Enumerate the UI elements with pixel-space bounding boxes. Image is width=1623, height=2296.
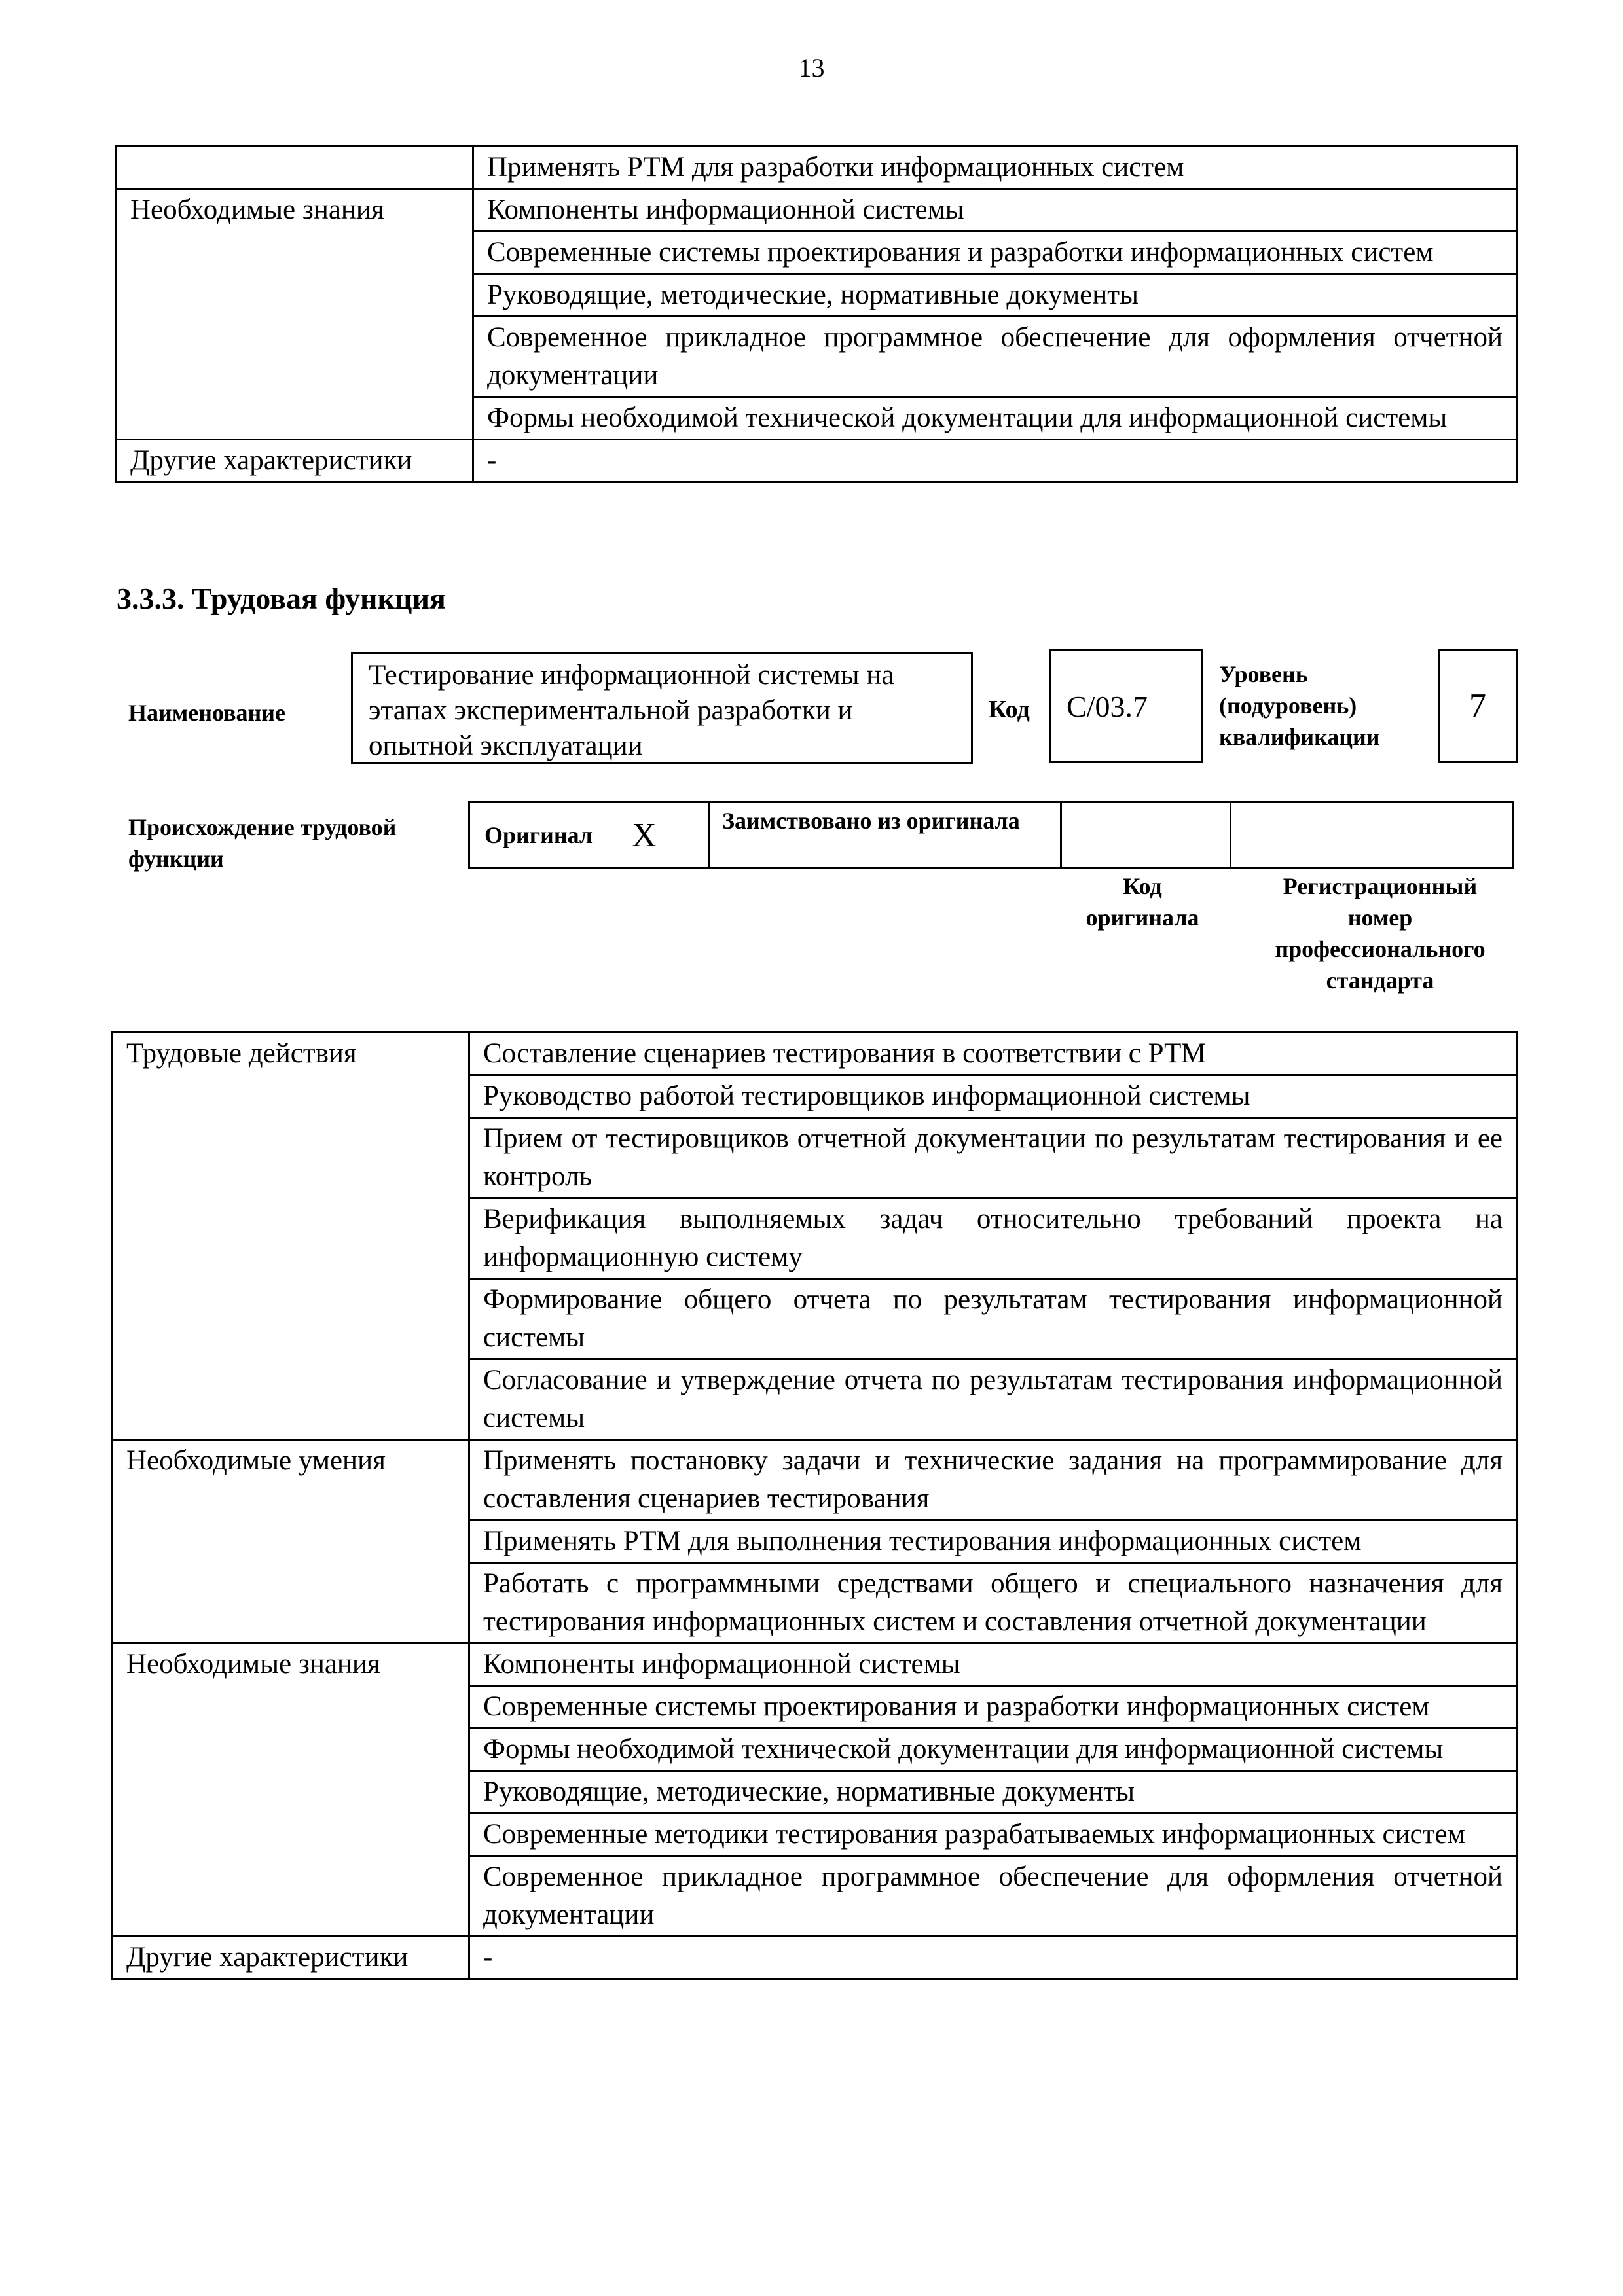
- actions-label: Трудовые действия: [113, 1033, 469, 1440]
- caption-line: профессионального: [1275, 936, 1486, 962]
- table-row: [117, 440, 1517, 482]
- name-label: Наименование: [128, 700, 285, 726]
- caption-line: номер: [1347, 905, 1413, 931]
- function-details-table: [111, 1031, 1518, 1980]
- table-row: [113, 1937, 1517, 1979]
- other-label: Другие характеристики: [117, 440, 473, 482]
- action-item: Верификация выполняемых задач относительно требований проекта на информационную систему: [469, 1198, 1517, 1279]
- action-item: Составление сценариев тестирования в соответствии с РТМ: [469, 1033, 1517, 1075]
- caption-line: оригинала: [1085, 905, 1199, 931]
- skills-label: Необходимые умения: [113, 1440, 469, 1643]
- original-mark: X: [632, 816, 657, 854]
- origin-label-line: Происхождение трудовой: [128, 814, 397, 840]
- skill-item: Применять постановку задачи и технические задания на программирование для составления сценариев тестирования: [469, 1440, 1517, 1520]
- table-row: [113, 1033, 1517, 1075]
- section-title: 3.3.3. Трудовая функция: [117, 582, 446, 615]
- code-label: Код: [989, 696, 1030, 723]
- original-code-cell: [1060, 801, 1231, 869]
- knowledge-item: Современное прикладное программное обеспечение для оформления отчетной документации: [469, 1856, 1517, 1937]
- origin-label-line: функции: [128, 846, 224, 872]
- knowledge-item: Современное прикладное программное обеспечение для оформления отчетной документации: [473, 317, 1517, 397]
- table-row: [113, 1643, 1517, 1686]
- original-label: Оригинал: [484, 822, 593, 848]
- knowledge-item: Современные системы проектирования и разработки информационных систем: [473, 232, 1517, 274]
- borrowed-cell: Заимствовано из оригинала: [708, 801, 1062, 869]
- original-cell: [468, 801, 710, 869]
- row-label: [117, 147, 473, 189]
- action-item: Формирование общего отчета по результатам тестирования информационной системы: [469, 1279, 1517, 1359]
- level-label: [1219, 658, 1380, 753]
- level-label-line: Уровень: [1219, 661, 1308, 687]
- function-name-box: Тестирование информационной системы на этапах экспериментальной разработки и опытной эксплуатации: [351, 652, 973, 764]
- caption-line: стандарта: [1326, 967, 1434, 994]
- row-text: Применять РТМ для разработки информационных систем: [473, 147, 1517, 189]
- knowledge-label: Необходимые знания: [113, 1643, 469, 1937]
- knowledge-item: Руководящие, методические, нормативные документы: [473, 274, 1517, 317]
- top-requirements-table: [115, 145, 1518, 483]
- other-label: Другие характеристики: [113, 1937, 469, 1979]
- level-value-box: 7: [1438, 649, 1518, 763]
- caption-line: Регистрационный: [1283, 873, 1478, 899]
- action-item: Руководство работой тестировщиков информационной системы: [469, 1075, 1517, 1118]
- knowledge-item: Современные системы проектирования и разработки информационных систем: [469, 1686, 1517, 1729]
- knowledge-item: Руководящие, методические, нормативные документы: [469, 1771, 1517, 1814]
- knowledge-item: Компоненты информационной системы: [469, 1643, 1517, 1686]
- skill-item: Применять РТМ для выполнения тестирования информационных систем: [469, 1520, 1517, 1563]
- table-row: [117, 189, 1517, 232]
- skill-item: Работать с программными средствами общего и специального назначения для тестирования информационных систем и составления отчетной документации: [469, 1563, 1517, 1643]
- registration-number-cell: [1230, 801, 1514, 869]
- origin-label: [128, 812, 396, 874]
- other-value: -: [469, 1937, 1517, 1979]
- code-value-box: С/03.7: [1049, 649, 1203, 763]
- table-row: [113, 1440, 1517, 1520]
- other-value: -: [473, 440, 1517, 482]
- action-item: Прием от тестировщиков отчетной документации по результатам тестирования и ее контроль: [469, 1118, 1517, 1198]
- original-code-caption: [1067, 870, 1218, 933]
- level-label-line: квалификации: [1219, 724, 1380, 750]
- knowledge-item: Компоненты информационной системы: [473, 189, 1517, 232]
- origin-row: [470, 801, 1518, 869]
- level-label-line: (подуровень): [1219, 692, 1357, 719]
- caption-line: Код: [1123, 873, 1162, 899]
- table-row: [117, 147, 1517, 189]
- knowledge-item: Формы необходимой технической документации для информационной системы: [473, 397, 1517, 440]
- knowledge-item: Современные методики тестирования разрабатываемых информационных систем: [469, 1814, 1517, 1856]
- action-item: Согласование и утверждение отчета по результатам тестирования информационной системы: [469, 1359, 1517, 1440]
- page-number: 13: [798, 53, 825, 82]
- knowledge-label: Необходимые знания: [117, 189, 473, 440]
- registration-number-caption: [1249, 870, 1511, 996]
- knowledge-item: Формы необходимой технической документации для информационной системы: [469, 1729, 1517, 1771]
